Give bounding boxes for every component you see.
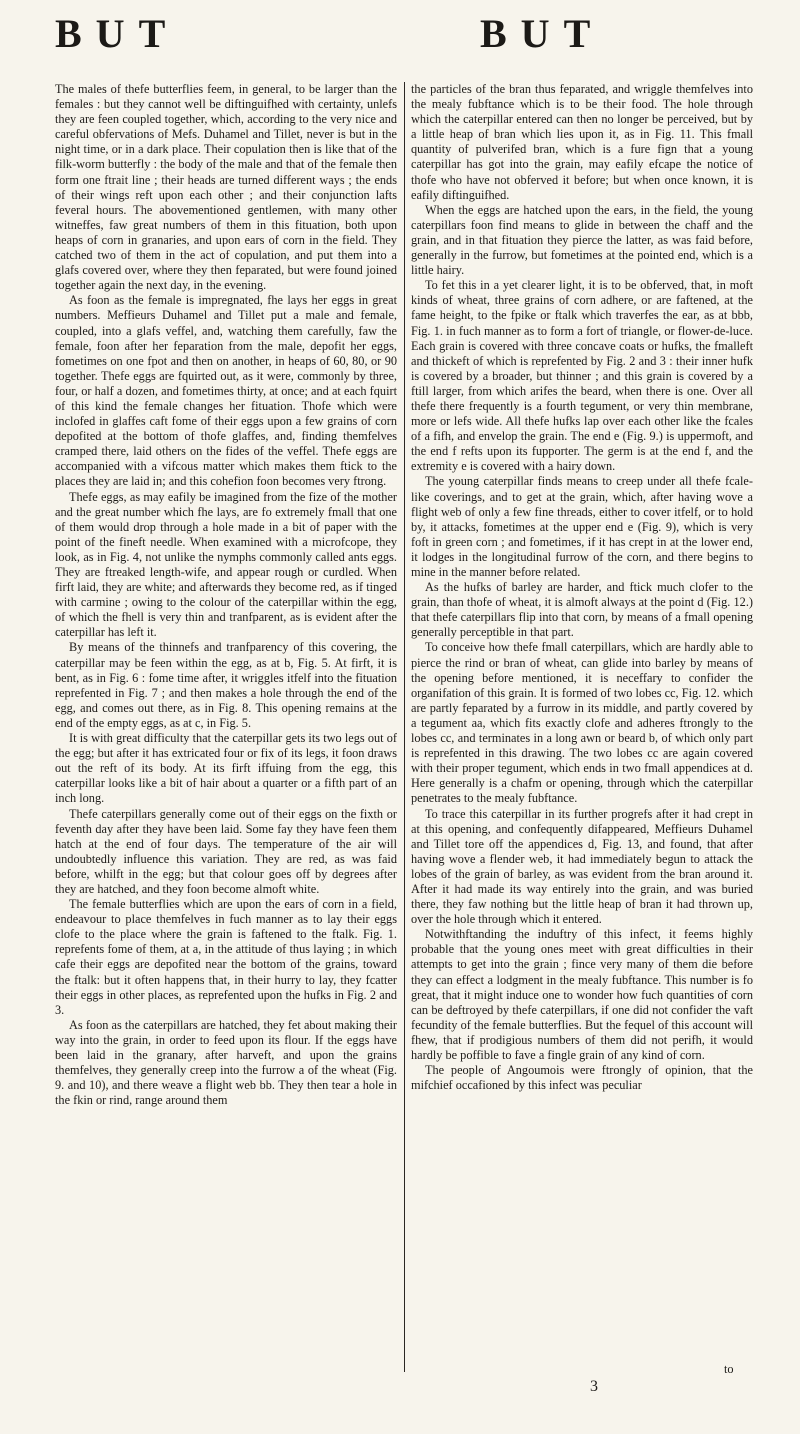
paragraph: As foon as the female is impregnated, fhe lays her eggs in great numbers. Meffieurs Duhamel and Tillet put a male and female, coupled, into a glafs veffel, and, watching them carefully, faw the female, foon after her feparation from the male, depofit her eggs, fometimes on one fpot and then on another, in heaps of 60, 80, or 90 together. Thefe eggs are fquirted out, as it were, commonly by three, four, or half a dozen, and fometimes thirty, at once; and at each fquirt of this kind the female changes her fituation. Thofe which were inclofed in glaffes caft fome of their eggs upon a few grains of corn depofited at the bottom of thofe glaffes, and, finding themfelves cramped there, laid others on the fides of the veffel. Thefe eggs are accompanied with a vifcous matter which makes them ftick to the places they are laid in; and this cohefion foon becomes very ftrong.	[55, 293, 397, 489]
paragraph: It is with great difficulty that the caterpillar gets its two legs out of the egg; but after it has extricated four or fix of its legs, it foon draws out the reft of its body. At its firft iffuing from the egg, this caterpillar looks like a bit of hair about a quarter or a fifth part of an inch long.	[55, 731, 397, 806]
paragraph: To trace this caterpillar in its further progrefs after it had crept in at this opening, and confequently difappeared, Meffieurs Duhamel and Tillet tore off the appendices d, Fig. 13, and found, that after having wove a flender web, it had immediately begun to attack the lobes of the grain of barley, as was evident from the bran around it. After it had made its way entirely into the grain, and was buried there, they faw nothing but the little heap of bran it had thrown up, over the hole through which it entered.	[411, 806, 753, 927]
paragraph: By means of the thinnefs and tranfparency of this covering, the caterpillar may be feen within the egg, as at b, Fig. 5. At firft, it is bent, as in Fig. 6 : fome time after, it wriggles itfelf into the fituation reprefented in Fig. 7 ; and then makes a hole through the end of the egg, and comes out there, as in Fig. 8. This opening remains at the end of the empty eggs, as at c, in Fig. 5.	[55, 640, 397, 730]
right-column	[411, 82, 753, 1372]
text-columns	[55, 82, 755, 1372]
running-head-right: BUT	[480, 11, 605, 56]
column-divider	[404, 82, 405, 1372]
running-head-left: BUT	[55, 11, 180, 56]
paragraph: The female butterflies which are upon the ears of corn in a field, endeavour to place themfelves in fuch manner as to lay their eggs clofe to the place where the grain is faftened to the ftalk. Fig. 1. reprefents fome of them, at a, in the attitude of thus laying ; in which cafe their eggs are depofited near the bottom of the grains, toward the ftalk: but it often happens that, in their hurry to lay, they fcatter their eggs in other places, as reprefented upon the hufks in Fig. 2 and 3.	[55, 897, 397, 1017]
paragraph: Thefe eggs, as may eafily be imagined from the fize of the mother and the great number which fhe lays, are fo extremely fmall that one of them would drop through a hole made in a bit of paper with the point of the fineft needle. When examined with a microfcope, they look, as in Fig. 4, not unlike the nymphs commonly called ants eggs. They are ftreaked length-wife, and appear rough or curdled. When firft laid, they are white; and afterwards they become red, as if tinged with carmine ; owing to the colour of the caterpillar within the egg, of which the fhell is very thin and tranfparent, as is evident after the caterpillar has left it.	[55, 489, 397, 640]
paragraph: Thefe caterpillars generally come out of their eggs on the fixth or feventh day after they have been laid. Some fay they have feen them hatch at the end of four days. The temperature of the air will undoubtedly influence this variation. They are red, as was faid before, whilft in the egg; but that colour goes off by degrees after they are hatched, and they foon become almoft white.	[55, 806, 397, 896]
paragraph: As foon as the caterpillars are hatched, they fet about making their way into the grain, in order to feed upon its flour. If the eggs have been laid in the granary, after harveft, and upon the grains themfelves, they generally creep into the furrow a of the wheat (Fig. 9. and 10), and there weave a flight web bb. They then tear a hole in the fkin or rind, range around them	[55, 1017, 397, 1108]
paragraph: When the eggs are hatched upon the ears, in the field, the young caterpillars foon find means to glide in between the chaff and the grain, and in that fituation they pierce the latter, as was faid before, generally in the furrow, but fometimes at the pointed end, which is a little hairy.	[411, 202, 753, 278]
paragraph: Notwithftanding the induftry of this infect, it feems highly probable that the young ones meet with great difficulties in their attempts to get into the grain ; fince very many of them die before they can effect a lodgment in the mealy fubftance. This number is fo great, that it might induce one to wonder how fuch quantities of corn can be deftroyed by thefe caterpillars, if one did not confider the vaft fecundity of the female butterflies. But the fequel of this account will fhew, that if prodigious numbers of them did not perifh, it would hardly be poffible to fave a fingle grain of any kind of corn.	[411, 927, 753, 1062]
paragraph: The young caterpillar finds means to creep under all thefe fcale-like coverings, and to get at the grain, which, after having wove a flight web of only a few fine threads, either to cover itfelf, or to hold by, it attacks, fometimes at the upper end e (Fig. 9), which is very foft in green corn ; and fometimes, if it has crept in at the lower end, it lodges in the longitudinal furrow of the corn, and there begins to mine in the manner before related.	[411, 474, 753, 579]
paragraph: As the hufks of barley are harder, and ftick much clofer to the grain, than thofe of wheat, it is almoft always at the point d (Fig. 12.) that thefe caterpillars flip into that corn, by means of a fmall opening generally perceptible in that part.	[411, 580, 753, 640]
left-column	[55, 82, 397, 1372]
running-head	[0, 10, 800, 60]
paragraph: The people of Angoumois were ftrongly of opinion, that the mifchief occafioned by this infect was peculiar	[411, 1063, 753, 1093]
page-number: 3	[590, 1378, 598, 1395]
paragraph: To fet this in a yet clearer light, it is to be obferved, that, in moft kinds of wheat, three grains of corn adhere, or are faftened, at the fame height, to the fpike or ftalk which traverfes the ear, as at bbb, Fig. 1. in fuch manner as to form a fort of triangle, or flower-de-luce. Each grain is covered with three concave coats or hufks, the fmalleft and thickeft of which is reprefented by Fig. 2 and 3 : their inner hufk is covered by a broader, but thinner ; and this grain is covered by a ftill larger, from which arifes the beard, when there is one. Over all thefe there frequently is a fourth tegument, or very thin membrane, more or lefs wide. All thefe hufks lap over each other like the fcales of a fifh, and envelop the grain. The end e (Fig. 9.) is uppermoft, and the end f refts upon its fupporter. The germ is at the end f, and the extremity e is covered with a hairy down.	[411, 278, 753, 474]
paragraph: To conceive how thefe fmall caterpillars, which are hardly able to pierce the rind or bran of wheat, can glide into barley by means of the opening before mentioned, it is neceffary to confider the organifation of this grain. It is formed of two lobes cc, Fig. 12. which are partly feparated by a furrow in its middle, and partly covered by a tegument aa, which fits exactly clofe and adheres ftrongly to the lobes cc, and terminates in a long awn or beard b, of which only part is reprefented in this drawing. The two lobes cc are again covered with their proper tegument, which ends in two fmall appendices at d. Here generally is a chafm or opening, through which the caterpillar penetrates to the mealy fubftance.	[411, 640, 753, 806]
paragraph: the particles of the bran thus feparated, and wriggle themfelves into the mealy fubftance which is to be their food. The hole through which the caterpillar entered can then no longer be perceived, but by a little heap of bran which lies upon it, as in Fig. 11. This fmall quantity of pulverifed bran, which is a fure fign that a young caterpillar has got into the grain, may eafily efcape the notice of thofe who have not obferved it before; but when once known, it is eafily diftinguifhed.	[411, 82, 753, 202]
catchword: to	[724, 1362, 734, 1376]
paragraph: The males of thefe butterflies feem, in general, to be larger than the females : but they cannot well be diftinguifhed with certainty, unlefs they are feen coupled together, which, according to the very nice and careful obfervations of Mefs. Duhamel and Tillet, never is but in the night time, or in a dark place. Their copulation then is like that of the filk-worm butterfly : the body of the male and that of the female then form one ftrait line ; their heads are turned different ways ; the ends of their wings reft upon each other ; and their conjunction lafts feveral hours. The abovementioned gentlemen, with many other witneffes, faw great numbers of them in this fituation, both upon heaps of corn in granaries, and upon ears of corn in the field. They catched two of them in the act of copulation, and put them into a glafs covered over, where they then feparated, but were found joined together again the next day, in the evening.	[55, 82, 397, 293]
